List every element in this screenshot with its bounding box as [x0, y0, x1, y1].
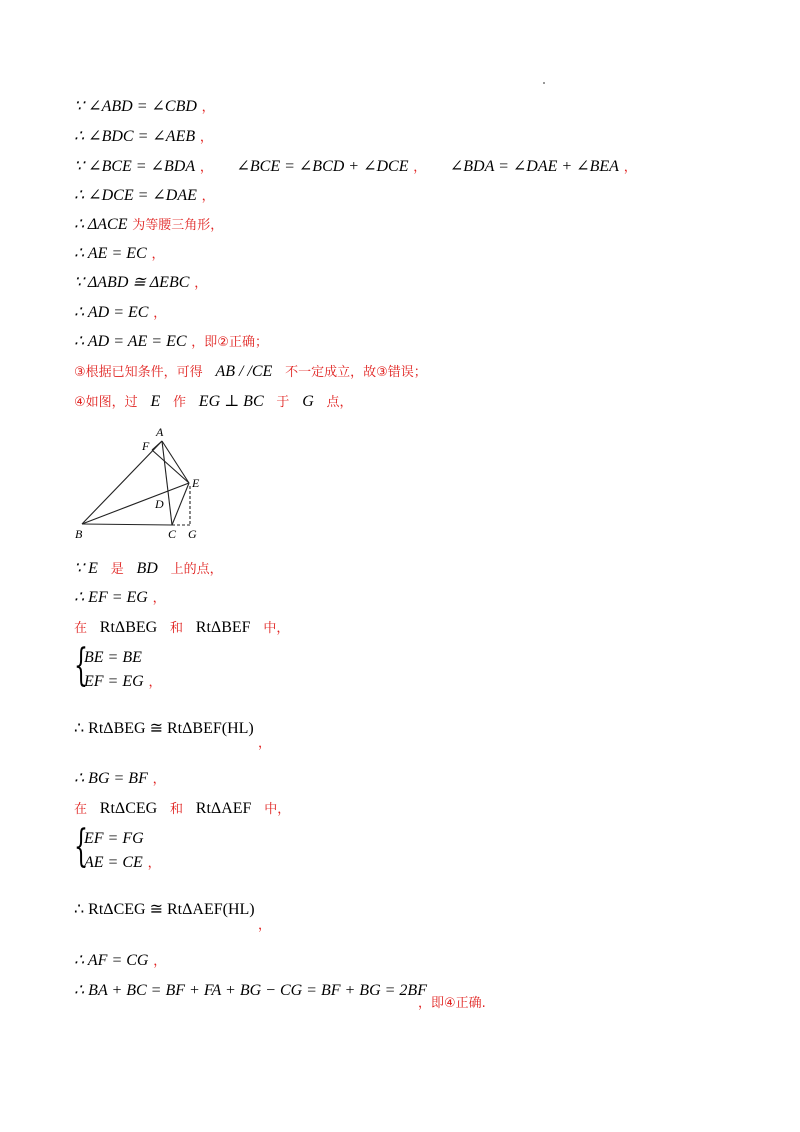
proof-line-5 [74, 214, 223, 236]
math-expression: ∵ E [74, 560, 98, 577]
punctuation: ， [152, 772, 166, 787]
label-b: B [75, 527, 83, 541]
math-expression: EG ⊥ BC [198, 393, 264, 410]
segment-be [82, 483, 189, 524]
stray-dot [543, 82, 545, 84]
text-segment: 和 [169, 621, 183, 636]
label-c: C [168, 527, 177, 541]
punctuation: ， [258, 918, 272, 933]
proof-line-11 [74, 391, 353, 413]
math-expression: AB / /CE [215, 363, 273, 380]
segment-fa [152, 441, 162, 450]
proof-line-22-tail [418, 992, 486, 1014]
proof-line-4 [74, 185, 215, 207]
text-segment: ，即④正确. [418, 996, 486, 1011]
proof-line-6 [74, 243, 164, 265]
punctuation: ， [147, 856, 161, 871]
math-expression: BE = BE [84, 649, 142, 666]
math-expression: ∴ BG = BF [74, 770, 148, 787]
math-expression: ∴ ΔACE [74, 216, 128, 233]
label-g: G [188, 527, 197, 541]
math-expression: EF = EG [84, 673, 144, 690]
proof-line-22 [74, 980, 427, 1001]
text-segment: 于 [276, 395, 290, 410]
proof-line-16-tail [258, 732, 271, 754]
punctuation: ， [199, 130, 213, 145]
math-expression: ∵ ∠BCE = ∠BDA [74, 158, 196, 175]
proof-line-9 [74, 331, 268, 353]
segment-bc [82, 524, 172, 525]
punctuation: ， [199, 160, 213, 175]
text-segment: ④如图，过 [74, 395, 138, 410]
proof-line-21 [74, 950, 166, 972]
label-d: D [155, 497, 164, 511]
text-segment: 为等腰三角形， [132, 218, 224, 233]
punctuation: ， [194, 276, 208, 291]
proof-line-3 [74, 156, 637, 178]
punctuation: ， [201, 100, 215, 115]
text-segment: 作 [173, 395, 187, 410]
system-equation-1 [84, 647, 142, 668]
math-expression: ∠BDA = ∠DAE + ∠BEA [449, 158, 619, 175]
proof-line-7 [74, 272, 207, 294]
proof-line-13 [74, 587, 166, 609]
segment-ba [82, 441, 162, 524]
math-expression: RtΔBEG [99, 619, 158, 636]
math-expression: ∴ BA + BC = BF + FA + BG − CG = BF + BG = 2BF [74, 982, 427, 999]
label-e: E [192, 476, 200, 490]
brace-icon: { [74, 821, 88, 872]
math-expression: ∴ ∠BDC = ∠AEB [74, 128, 196, 145]
text-segment: 上的点， [170, 562, 223, 577]
math-expression: RtΔBEF [195, 619, 251, 636]
math-expression: EF = FG [84, 830, 144, 847]
math-expression: ∵ ΔABD ≅ ΔEBC [74, 274, 190, 291]
math-expression: ∴ RtΔCEG ≅ RtΔAEF(HL) [74, 901, 255, 918]
text-segment: 中， [263, 621, 290, 636]
system-equation-2 [84, 671, 161, 693]
text-segment: 点， [326, 395, 353, 410]
system-equation-4 [84, 852, 161, 874]
math-expression: ∠BCE = ∠BCD + ∠DCE [236, 158, 409, 175]
geometry-figure [72, 424, 212, 544]
system-equation-3 [84, 828, 144, 849]
text-segment: 是 [110, 562, 124, 577]
proof-line-8 [74, 302, 166, 324]
punctuation: ， [153, 954, 167, 969]
math-expression: BD [136, 560, 158, 577]
segment-ec [172, 483, 189, 525]
proof-line-17 [74, 768, 166, 790]
math-expression: ∴ AF = CG [74, 952, 149, 969]
math-expression: RtΔAEF [195, 800, 252, 817]
text-segment: 和 [169, 802, 183, 817]
punctuation: ， [623, 160, 637, 175]
label-a: A [156, 425, 164, 439]
text-segment: 在 [74, 802, 88, 817]
math-expression: ∴ ∠DCE = ∠DAE [74, 187, 197, 204]
punctuation: ， [413, 160, 427, 175]
label-f: F [142, 439, 150, 453]
math-expression: AE = CE [84, 854, 143, 871]
math-expression: ∴ AD = AE = EC [74, 333, 187, 350]
math-expression: ∴ EF = EG [74, 589, 148, 606]
text-segment: ③根据已知条件，可得 [74, 365, 203, 380]
math-expression: ∴ RtΔBEG ≅ RtΔBEF(HL) [74, 720, 254, 737]
punctuation: ， [258, 736, 272, 751]
brace-icon: { [74, 640, 88, 691]
punctuation: ， [153, 306, 167, 321]
proof-line-10 [74, 361, 427, 383]
proof-line-14 [74, 617, 289, 639]
proof-line-18 [74, 798, 290, 820]
text-segment: 在 [74, 621, 88, 636]
punctuation: ， [201, 189, 215, 204]
proof-line-1 [74, 96, 215, 118]
math-expression: E [150, 393, 161, 410]
text-segment: 不一定成立，故③错误； [285, 365, 427, 380]
math-expression: RtΔCEG [99, 800, 158, 817]
punctuation: ， [148, 675, 162, 690]
proof-line-20 [74, 899, 255, 920]
math-expression: ∴ AE = EC [74, 245, 147, 262]
math-expression: ∵ ∠ABD = ∠CBD [74, 98, 197, 115]
proof-line-16 [74, 718, 254, 739]
math-expression: ∴ AD = EC [74, 304, 149, 321]
math-expression: G [302, 393, 314, 410]
proof-line-12 [74, 558, 223, 580]
text-segment: 中， [264, 802, 291, 817]
text-segment: ，即②正确； [191, 335, 268, 350]
punctuation: ， [151, 247, 165, 262]
punctuation: ， [152, 591, 166, 606]
proof-line-2 [74, 126, 213, 148]
proof-line-20-tail [258, 914, 271, 936]
